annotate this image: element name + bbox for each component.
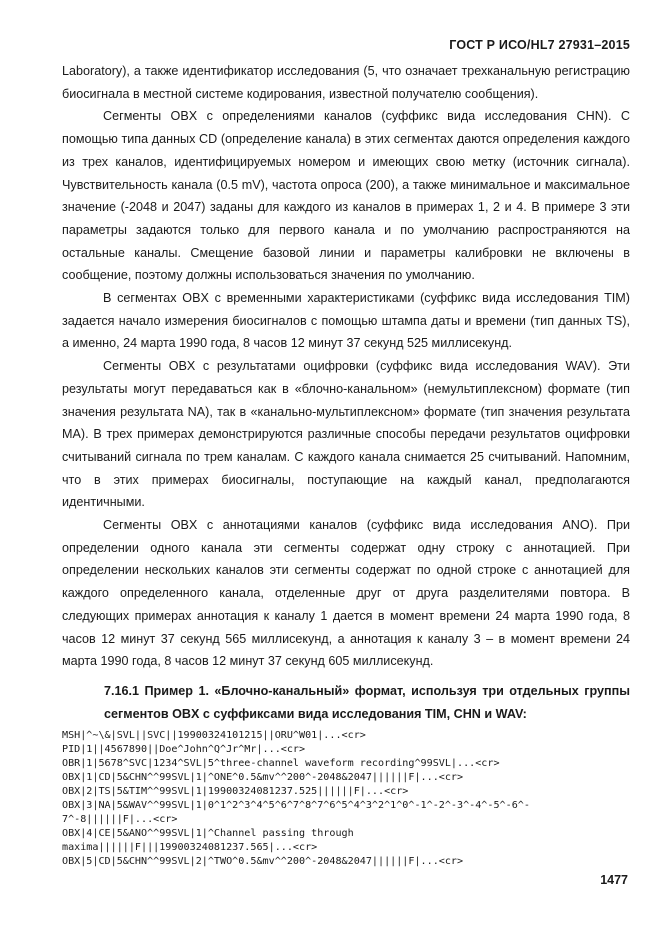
paragraph-wav: Сегменты OBX с результатами оцифровки (суффикс вида исследования WAV). Эти результаты могут передаваться как в «блочно-канальном» (немультиплексном) формате (тип значения результата NA), так в «канально-мультиплексном» формате (тип значения результата MA). В трех примерах демонстрируются различные способы передачи результатов оцифровки считываний сигнала по трем каналам. С каждого канала снимается 25 считываний. Напомним, что в этих примерах биосигналы, поступающие на каждый канал, предполагаются идентичными. — [62, 359, 630, 510]
code-line: MSH|^~\&|SVL||SVC||19900324101215||ORU^W01|...<cr> — [62, 730, 366, 741]
code-line: 7^-8||||||F|...<cr> — [62, 813, 178, 825]
document-header: ГОСТ Р ИСО/HL7 27931–2015 — [449, 38, 630, 52]
paragraph-continuation: Laboratory), а также идентификатор исследования (5, что означает трехканальную регистрацию биосигнала в местной системе кодирования, известной получателю сообщения). — [62, 64, 630, 101]
code-line: PID|1||4567890||Doe^John^Q^Jr^Mr|...<cr> — [62, 743, 306, 755]
paragraph-tim: В сегментах OBX с временными характеристиками (суффикс вида исследования TIM) задается начало измерения биосигналов с помощью штампа даты и времени (тип данных TS), а именно, 24 марта 1990 года, 8 часов 12 минут 37 секунд 525 миллисекунд. — [62, 291, 630, 351]
body-text — [62, 60, 630, 673]
code-line: OBX|2|TS|5&TIM^^99SVL|1|19900324081237.525||||||F|...<cr> — [62, 785, 409, 797]
code-example — [62, 729, 637, 869]
code-line: OBX|3|NA|5&WAV^^99SVL|1|0^1^2^3^4^5^6^7^8^7^6^5^4^3^2^1^0^-1^-2^-3^-4^-5^-6^- — [62, 799, 530, 811]
code-line: OBR|1|5678^SVC|1234^SVL|5^three-channel waveform recording^99SVL|...<cr> — [62, 757, 500, 769]
paragraph-chn: Сегменты OBX с определениями каналов (суффикс вида исследования CHN). С помощью типа данных CD (определение канала) в этих сегментах даются определения каждого из трех каналов, идентифицируемых номером и имеющих свою метку (источник сигнала). Чувствительность канала (0.5 mV), частота опроса (200), а также минимальное и максимальное значение (-2048 и 2047) заданы для каждого из каналов в примерах 1, 2 и 4. В примере 3 эти параметры задаются только для первого канала и по умолчанию распространяются на остальные каналы. Смещение базовой линии и параметры калибровки не включены в сообщение, поэтому должны использоваться значения по умолчанию. — [62, 109, 630, 283]
code-line: OBX|5|CD|5&CHN^^99SVL|2|^TWO^0.5&mv^^200^-2048&2047||||||F|...<cr> — [62, 855, 464, 867]
section-heading: 7.16.1 Пример 1. «Блочно-канальный» формат, используя три отдельных группы сегментов OBX с суффиксами вида исследования TIM, CHN и WAV: — [104, 684, 630, 721]
code-line: OBX|4|CE|5&ANO^^99SVL|1|^Channel passing through — [62, 827, 354, 839]
paragraph-ano: Сегменты OBX с аннотациями каналов (суффикс вида исследования ANO). При определении одного канала эти сегменты содержат одну строку с аннотацией. При определении нескольких каналов эти сегменты содержат по одной строке с аннотацией для каждого определенного канала, отделенные друг от друга разделителями повтора. В следующих примерах аннотация к каналу 1 дается в момент времени 24 марта 1990 года, 8 часов 12 минут 37 секунд 565 миллисекунд, а аннотация к каналу 3 – в момент времени 24 марта 1990 года, 8 часов 12 минут 37 секунд 605 миллисекунд. — [62, 518, 630, 669]
code-line: maxima||||||F|||19900324081237.565|...<cr> — [62, 841, 318, 853]
page-number: 1477 — [600, 873, 628, 887]
code-line: OBX|1|CD|5&CHN^^99SVL|1|^ONE^0.5&mv^^200^-2048&2047||||||F|...<cr> — [62, 771, 464, 783]
